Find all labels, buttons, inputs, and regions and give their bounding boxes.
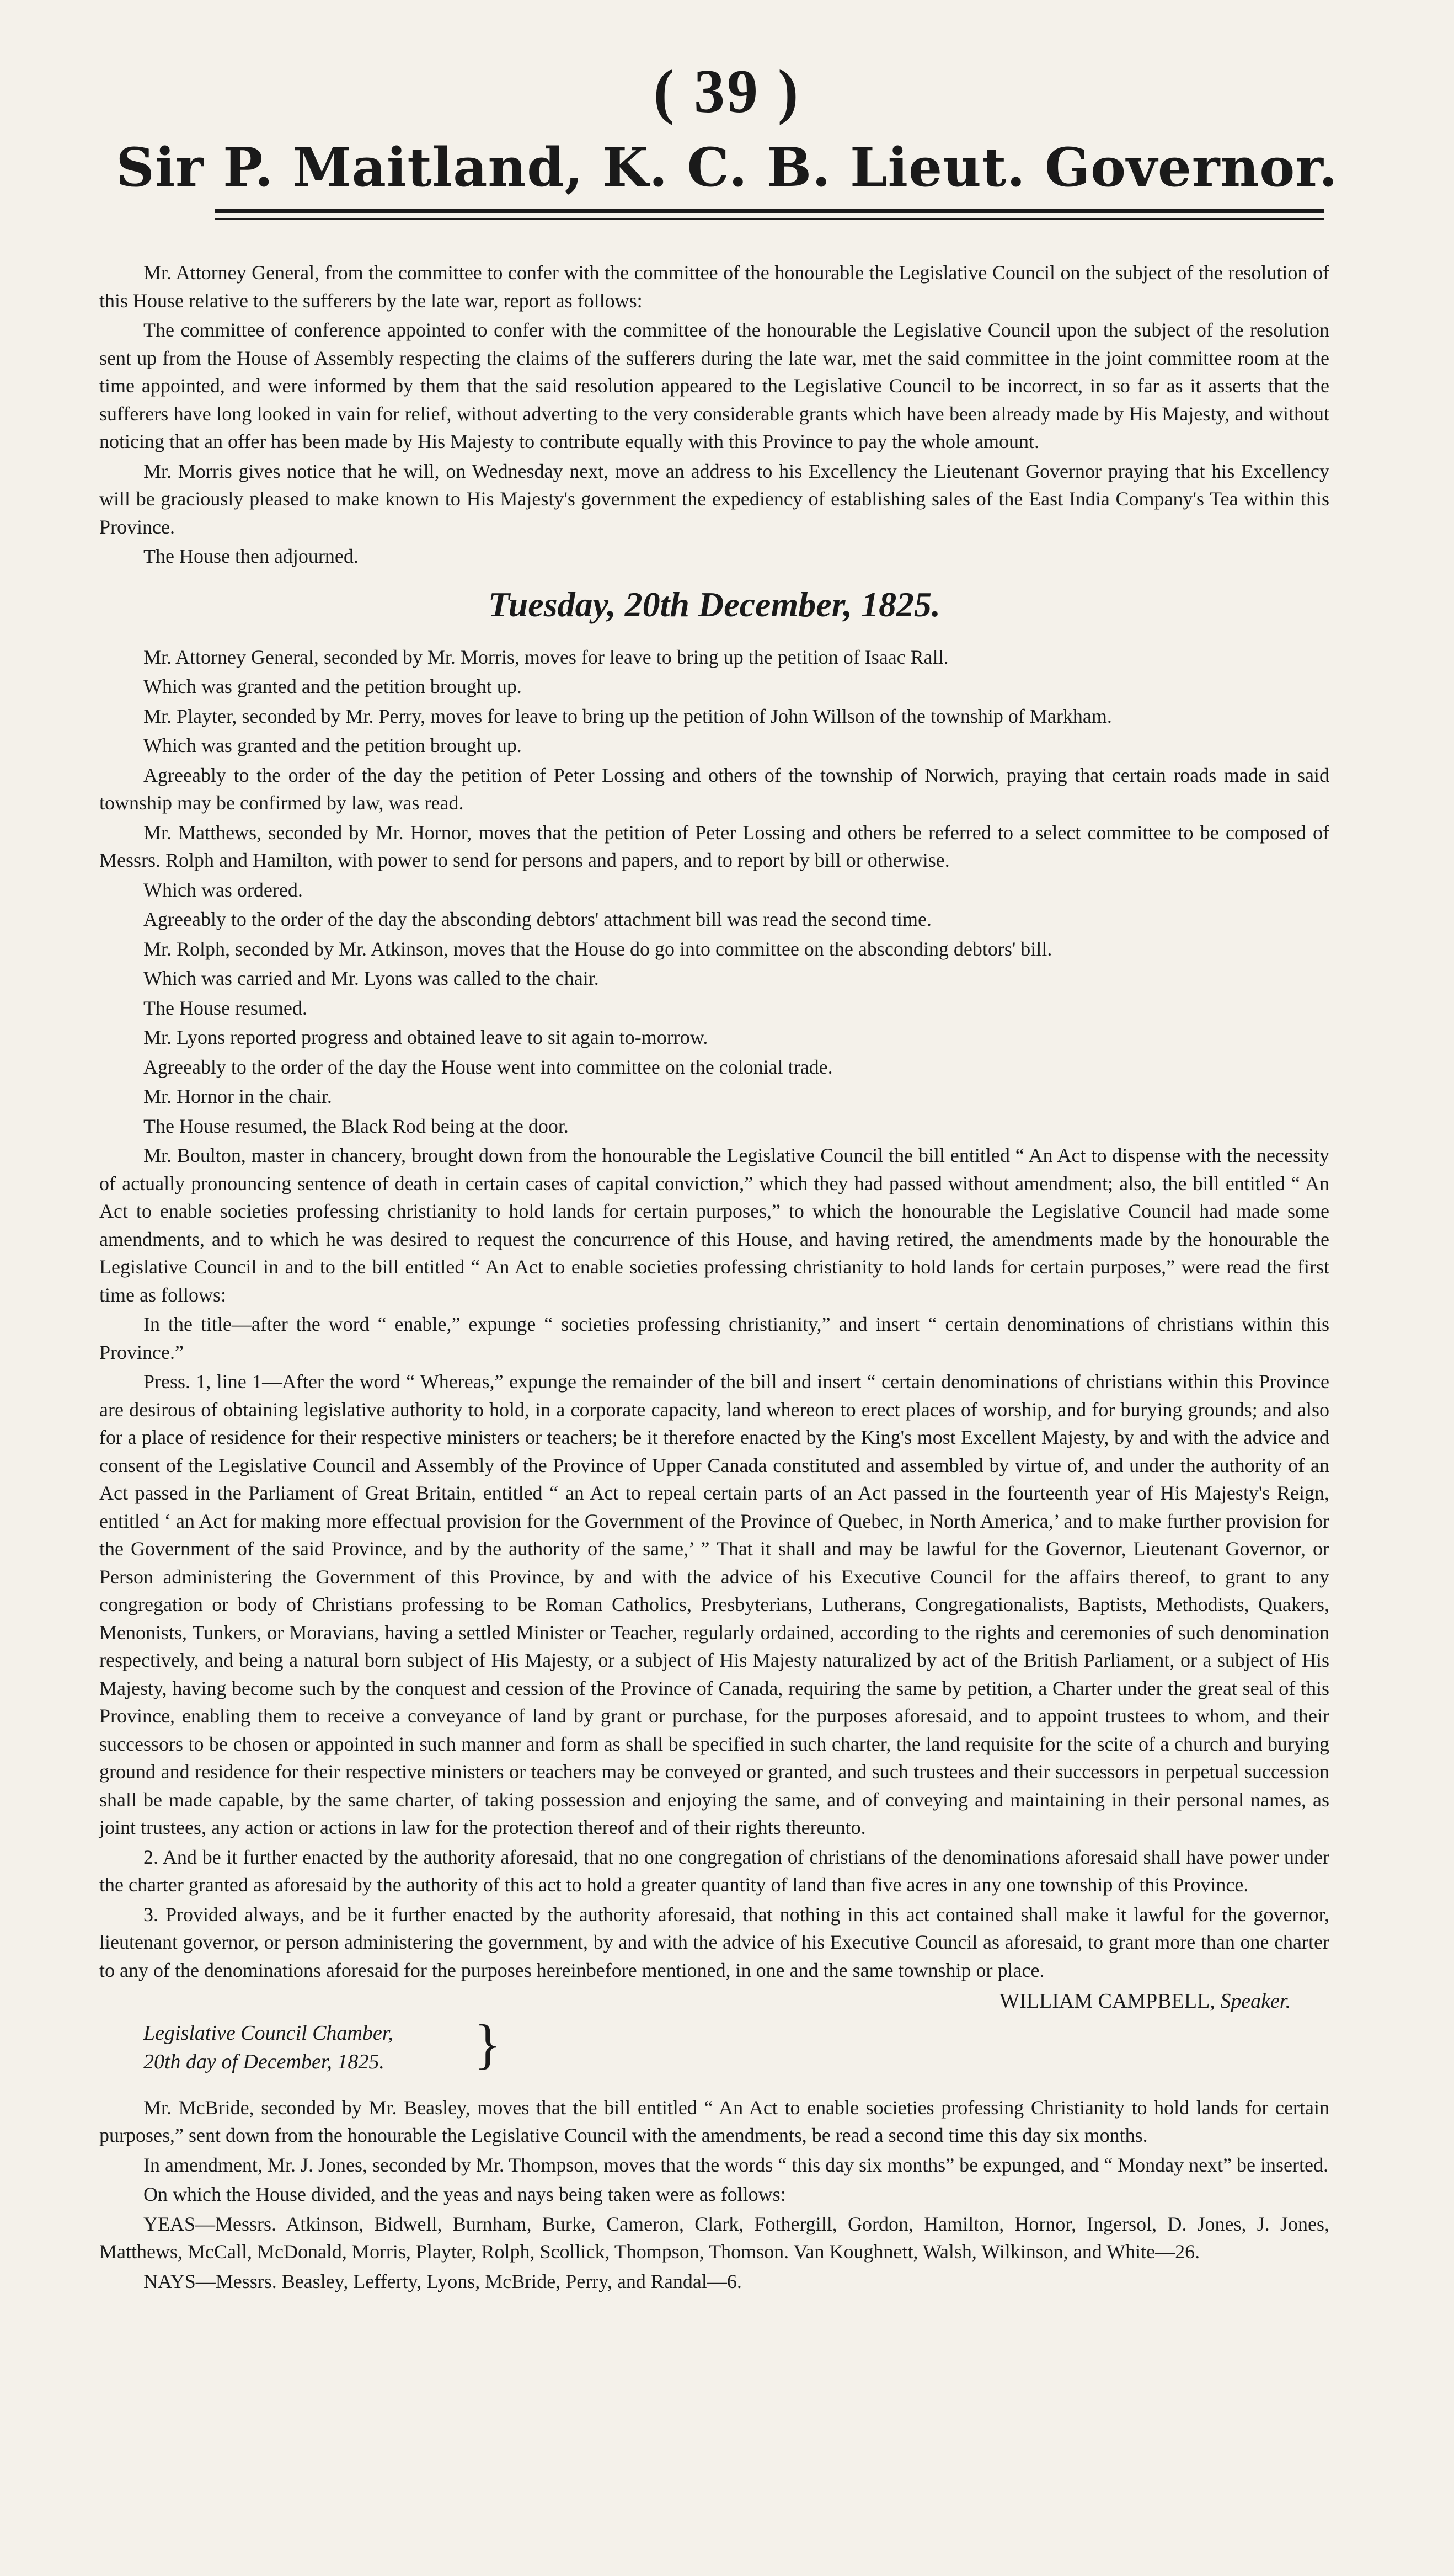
paragraph: Mr. Playter, seconded by Mr. Perry, moves for leave to bring up the petition of John Willson of the township of Markham. — [143, 705, 1112, 727]
signature-title: Speaker. — [1220, 1990, 1291, 2013]
paragraph: 2. And be it further enacted by the authority aforesaid, that no one congregation of christians of the denominations aforesaid shall have power under the charter granted as aforesaid by the authority of this act to hold a greater quantity of land than five acres in any one township of this Province. — [99, 1846, 1329, 1896]
signature — [99, 1987, 1291, 2015]
location-block — [143, 2013, 530, 2076]
paragraph: Mr. Matthews, seconded by Mr. Hornor, moves that the petition of Peter Lossing and others be referred to a select committee to be composed of Messrs. Rolph and Hamilton, with power to send for persons and papers, and to report by bill or otherwise. — [99, 821, 1329, 871]
signature-name: WILLIAM CAMPBELL, — [999, 1990, 1215, 2013]
location-line-2: 20th day of December, 1825. — [143, 2050, 384, 2073]
paragraph: Which was carried and Mr. Lyons was called to the chair. — [143, 967, 599, 989]
paragraph: In the title—after the word “ enable,” expunge “ societies professing christianity,” and insert “ certain denominations of christians within this Province.” — [99, 1313, 1329, 1363]
paragraph: The House resumed. — [143, 996, 307, 1019]
paragraph: Agreeably to the order of the day the House went into committee on the colonial trade. — [143, 1055, 833, 1078]
paragraph: Mr. Attorney General, from the committee to confer with the committee of the honourable the Legislative Council on the subject of the resolution of this House relative to the sufferers by the late war, report as follows: — [99, 262, 1329, 312]
paragraph: Mr. Lyons reported progress and obtained leave to sit again to-morrow. — [143, 1026, 708, 1048]
paragraph: The House then adjourned. — [143, 545, 359, 567]
rule-thick — [215, 209, 1324, 213]
date-heading: Tuesday, 20th December, 1825. — [488, 584, 941, 624]
paragraph: In amendment, Mr. J. Jones, seconded by Mr. Thompson, moves that the words “ this day six months” be expunged, and “ Monday next” be inserted. — [143, 2153, 1328, 2176]
paragraph: On which the House divided, and the yeas and nays being taken were as follows: — [143, 2183, 786, 2205]
title-rule — [215, 209, 1324, 220]
paragraph: The House resumed, the Black Rod being at the door. — [143, 1114, 569, 1137]
paragraph: Which was granted and the petition brought up. — [143, 675, 522, 697]
paragraph: Mr. Morris gives notice that he will, on Wednesday next, move an address to his Excellency the Lieutenant Governor praying that his Excellency will be graciously pleased to make known to His Majesty's government the expediency of establishing sales of the East India Company's Tea within this Province. — [99, 460, 1329, 538]
document-body — [99, 259, 1329, 2295]
location-brace: } — [474, 2013, 501, 2074]
paragraph: Mr. McBride, seconded by Mr. Beasley, moves that the bill entitled “ An Act to enable societies professing Christianity to hold lands for certain purposes,” sent down from the honourable the Legislative Council with the amendments, be read a second time this day six months. — [99, 2096, 1329, 2146]
paragraph: The committee of conference appointed to confer with the committee of the honourable the Legislative Council upon the subject of the resolution sent up from the House of Assembly respecting the claims of the sufferers during the late war, met the said committee in the joint committee room at the time appointed, and were informed by them that the said resolution appeared to the Legislative Council to be incorrect, in so far as it asserts that the sufferers have long looked in vain for relief, without adverting to the very considerable grants which have been already made by His Majesty, and without noticing that an offer has been made by His Majesty to contribute equally with this Province to pay the whole amount. — [99, 319, 1329, 452]
paragraph: Agreeably to the order of the day the absconding debtors' attachment bill was read the second time. — [143, 908, 932, 930]
running-title: Sir P. Maitland, K. C. B. Lieut. Governor. — [116, 136, 1338, 199]
rule-thin — [215, 218, 1324, 220]
page-number: ( 39 ) — [653, 57, 801, 126]
paragraph: NAYS—Messrs. Beasley, Lefferty, Lyons, McBride, Perry, and Randal—6. — [143, 2270, 742, 2292]
paragraph: Agreeably to the order of the day the petition of Peter Lossing and others of the township of Norwich, praying that certain roads made in said township may be confirmed by law, was read. — [99, 764, 1329, 814]
paragraph: Mr. Hornor in the chair. — [143, 1085, 332, 1107]
paragraph: Mr. Rolph, seconded by Mr. Atkinson, moves that the House do go into committee on the absconding debtors' bill. — [143, 937, 1052, 960]
paragraph: Which was granted and the petition brought up. — [143, 734, 522, 756]
paragraph: Mr. Attorney General, seconded by Mr. Morris, moves for leave to bring up the petition of Isaac Rall. — [143, 646, 949, 668]
paragraph: 3. Provided always, and be it further enacted by the authority aforesaid, that nothing in this act contained shall make it lawful for the governor, lieutenant governor, or person administering the government, by and with the advice of his Executive Council as aforesaid, to grant more than one charter to any of the denominations aforesaid for the purposes hereinbefore mentioned, in one and the same township or place. — [99, 1903, 1329, 1981]
paragraph: Press. 1, line 1—After the word “ Whereas,” expunge the remainder of the bill and insert “ certain denominations of christians within this Province are desirous of obtaining legislative authority to hold, in a corporate capacity, land whereon to erect places of worship, and for burying grounds; and also for a place of residence for their respective ministers or teachers; be it therefore enacted by the King's most Excellent Majesty, by and with the advice and consent of the Legislative Council and Assembly of the Province of Upper Canada constituted and assembled by virtue of, and under the authority of an Act passed in the Parliament of Great Britain, entitled “ an Act to repeal certain parts of an Act passed in the fourteenth year of His Majesty's Reign, entitled ‘ an Act for making more effectual provision for the Government of the Province of Quebec, in North America,’ and to make further provision for the Government of the said Province, and by the authority of the same,’ ” That it shall and may be lawful for the Governor, Lieutenant Governor, or Person administering the Government of this Province, by and with the advice of his Executive Council for the affairs thereof, to grant to any congregation or body of Christians professing to be Roman Catholics, Presbyterians, Lutherans, Congregationalists, Baptists, Methodists, Quakers, Menonists, Tunkers, or Moravians, having a settled Minister or Teacher, regularly ordained, according to the rights and ceremonies of such denomination respectively, and being a natural born subject of His Majesty, or a subject of His Majesty naturalized by act of the British Parliament, or a subject of His Majesty, having become such by the conquest and cession of the Province of Canada, requiring the same by petition, a Charter under the great seal of this Province, enabling them to receive a conveyance of land by grant or purchase, for the purposes aforesaid, and to appoint trustees to whom, and their successors to be chosen or appointed in such manner and form as shall be specified in such charter, the land requisite for the scite of a church and burying ground and residence for their respective ministers or teachers may be conveyed or granted, and such trustees and their successors in perpetual succession shall be made capable, by the same charter, of taking possession and enjoying the same, and of conveying and maintaining in their personal names, as joint trustees, any action or actions in law for the protection thereof and of their rights thereunto. — [99, 1370, 1329, 1838]
location-line-1: Legislative Council Chamber, — [143, 2021, 393, 2045]
paragraph: Which was ordered. — [143, 878, 303, 901]
paragraph: YEAS—Messrs. Atkinson, Bidwell, Burnham, Burke, Cameron, Clark, Fothergill, Gordon, Hamilton, Hornor, Ingersol, D. Jones, J. Jones, Matthews, McCall, McDonald, Morris, Playter, Rolph, Scollick, Thompson, Thomson. Van Koughnett, Walsh, Wilkinson, and White—26. — [99, 2212, 1329, 2263]
paragraph: Mr. Boulton, master in chancery, brought down from the honourable the Legislative Council the bill entitled “ An Act to dispense with the necessity of actually pronouncing sentence of death in certain cases of capital conviction,” which they had passed without amendment; also, the bill entitled “ An Act to enable societies professing christianity to hold lands for certain purposes,” to which the honourable the Legislative Council had made some amendments, and to which he was desired to request the concurrence of this House, and having retired, the amendments made by the honourable the Legislative Council in and to the bill entitled “ An Act to enable societies professing christianity to hold lands for certain purposes,” were read the first time as follows: — [99, 1144, 1329, 1306]
